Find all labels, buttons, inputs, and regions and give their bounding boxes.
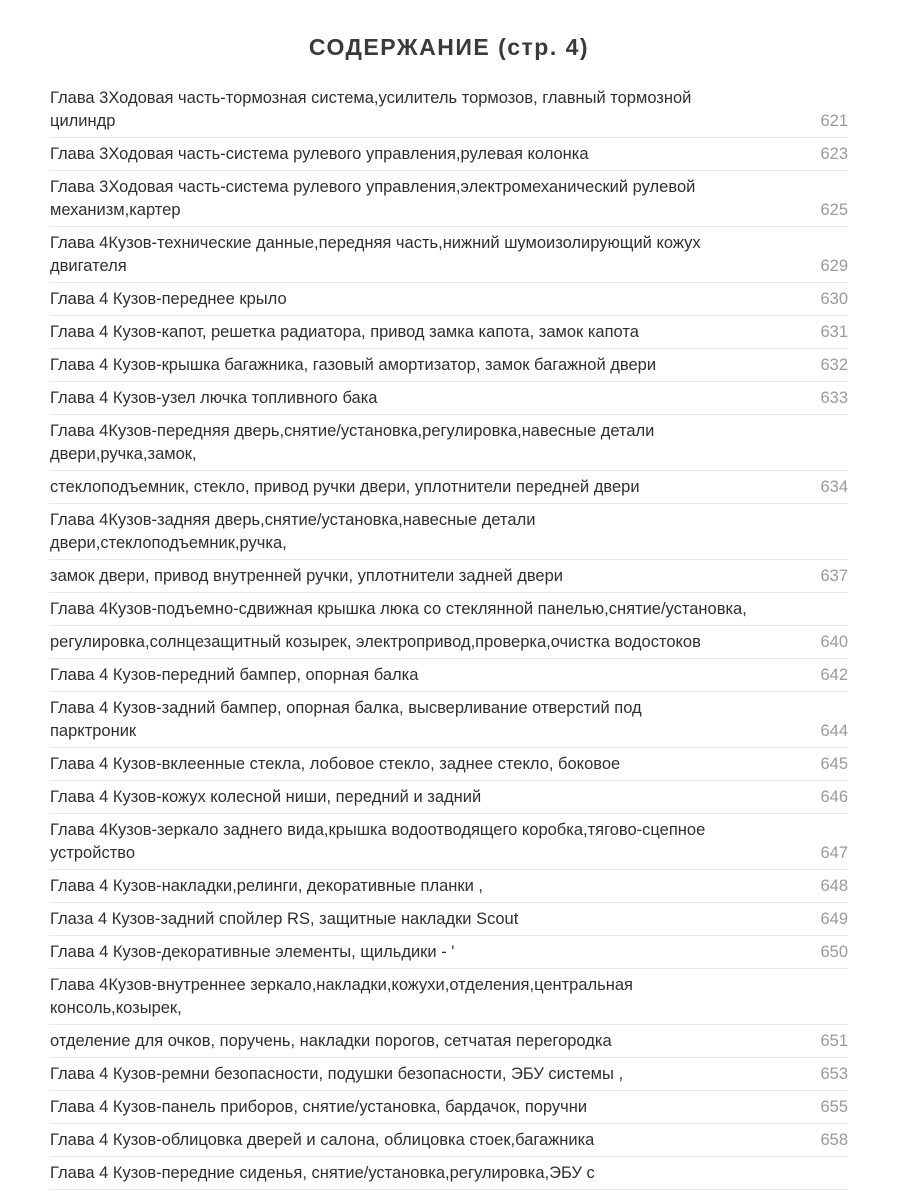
- entry-line: Глава 4Кузов-передняя дверь,снятие/установка,регулировка,навесные детали: [50, 422, 655, 440]
- toc-entry-row: [50, 1157, 848, 1190]
- entry-page-number: 655: [820, 1098, 848, 1116]
- entry-text: [50, 1096, 806, 1119]
- entry-line: Глава 4Кузов-технические данные,передняя часть,нижний шумоизолирующий кожух: [50, 234, 701, 252]
- toc-entry-row: [50, 415, 848, 471]
- entry-page-number: 631: [820, 323, 848, 341]
- entry-line: Глава 4 Кузов-накладки,релинги, декоративные планки ,: [50, 877, 484, 895]
- toc-entry-row: [50, 138, 848, 171]
- entry-line: отделение для очков, поручень, накладки порогов, сетчатая перегородка: [50, 1032, 612, 1050]
- entry-text: [50, 697, 806, 743]
- toc-entry-row: [50, 560, 848, 593]
- entry-line: Глава 3Ходовая часть-система рулевого управления,электромеханический рулевой: [50, 178, 696, 196]
- entry-line: двери,стеклоподъемник,ручка,: [50, 534, 287, 552]
- entry-page-number: 625: [820, 201, 848, 219]
- entry-text: [50, 143, 806, 166]
- page-title: СОДЕРЖАНИЕ (стр. 4): [308, 34, 590, 60]
- entry-line: Глаза 4 Кузов-задний спойлер RS, защитные накладки Scout: [50, 910, 519, 928]
- entry-text: [50, 476, 806, 499]
- toc-entry-row: [50, 283, 848, 316]
- entry-line: Глава 4Кузов-зеркало заднего вида,крышка водоотводящего коробка,тягово-сцепное: [50, 821, 706, 839]
- entry-text: [50, 598, 834, 621]
- toc-entry-row: [50, 748, 848, 781]
- toc-entry-row: [50, 936, 848, 969]
- entry-text: [50, 1063, 806, 1086]
- entry-page-number: 649: [820, 910, 848, 928]
- entry-line: Глава 4 Кузов-вклеенные стекла, лобовое стекло, заднее стекло, боковое: [50, 755, 621, 773]
- entry-page-number: 634: [820, 478, 848, 496]
- entry-line: Глава 4 Кузов-капот, решетка радиатора, привод замка капота, замок капота: [50, 323, 639, 341]
- toc-entry-row: [50, 349, 848, 382]
- toc-entry-row: [50, 593, 848, 626]
- entry-text: [50, 941, 806, 964]
- entry-text: [50, 354, 806, 377]
- toc-entry-row: [50, 814, 848, 870]
- entry-line: Глава 4 Кузов-декоративные элементы, щильдики - ': [50, 943, 455, 961]
- toc-entry-row: [50, 82, 848, 138]
- entry-text: [50, 875, 806, 898]
- toc-entry-row: [50, 1091, 848, 1124]
- toc-entry-row: [50, 227, 848, 283]
- entry-page-number: 648: [820, 877, 848, 895]
- entry-line: замок двери, привод внутренней ручки, уплотнители задней двери: [50, 567, 563, 585]
- entry-page-number: 651: [820, 1032, 848, 1050]
- entry-page-number: 658: [820, 1131, 848, 1149]
- entry-line: Глава 4Кузов-подъемно-сдвижная крышка люка со стеклянной панелью,снятие/установка,: [50, 600, 747, 618]
- entry-text: [50, 1162, 834, 1185]
- entry-line: Глава 4 Кузов-передний бампер, опорная балка: [50, 666, 419, 684]
- entry-text: [50, 321, 806, 344]
- entry-line: Глава 4 Кузов-ремни безопасности, подушки безопасности, ЭБУ системы ,: [50, 1065, 624, 1083]
- toc-entry-row: [50, 1025, 848, 1058]
- toc-entry-row: [50, 969, 848, 1025]
- entry-text: [50, 631, 806, 654]
- entry-line: регулировка,солнцезащитный козырек, электропривод,проверка,очистка водостоков: [50, 633, 701, 651]
- entry-line: Глава 3Ходовая часть-система рулевого управления,рулевая колонка: [50, 145, 589, 163]
- entry-line: Глава 4Кузов-внутреннее зеркало,накладки,кожухи,отделения,центральная: [50, 976, 633, 994]
- toc-entry-row: [50, 1124, 848, 1157]
- entry-page-number: 650: [820, 943, 848, 961]
- entry-text: [50, 1030, 806, 1053]
- toc-entry-row: [50, 471, 848, 504]
- entry-text: [50, 288, 806, 311]
- entry-page-number: 644: [820, 722, 848, 740]
- entry-line: механизм,картер: [50, 201, 181, 219]
- toc-entry-row: [50, 171, 848, 227]
- entry-page-number: 653: [820, 1065, 848, 1083]
- toc-entry-row: [50, 903, 848, 936]
- entry-page-number: 647: [820, 844, 848, 862]
- entry-text: [50, 509, 834, 555]
- entry-line: Глава 4 Кузов-кожух колесной ниши, передний и задний: [50, 788, 482, 806]
- entry-page-number: 623: [820, 145, 848, 163]
- entry-line: Глава 4 Кузов-узел лючка топливного бака: [50, 389, 378, 407]
- entry-text: [50, 908, 806, 931]
- entry-line: Глава 4Кузов-задняя дверь,снятие/установка,навесные детали: [50, 511, 536, 529]
- entry-line: парктроник: [50, 722, 137, 740]
- toc-entry-row: [50, 659, 848, 692]
- entry-line: стеклоподъемник, стекло, привод ручки двери, уплотнители передней двери: [50, 478, 640, 496]
- entry-page-number: 629: [820, 257, 848, 275]
- toc-entry-row: [50, 382, 848, 415]
- entry-text: [50, 819, 806, 865]
- entry-text: [50, 1129, 806, 1152]
- toc-list: [50, 82, 848, 1190]
- entry-line: Глава 4 Кузов-передние сиденья, снятие/установка,регулировка,ЭБУ с: [50, 1164, 595, 1182]
- entry-page-number: 642: [820, 666, 848, 684]
- entry-text: [50, 420, 834, 466]
- entry-text: [50, 565, 806, 588]
- entry-text: [50, 786, 806, 809]
- entry-line: двери,ручка,замок,: [50, 445, 197, 463]
- entry-line: Глава 4 Кузов-задний бампер, опорная балка, высверливание отверстий под: [50, 699, 642, 717]
- entry-page-number: 646: [820, 788, 848, 806]
- toc-entry-row: [50, 626, 848, 659]
- entry-text: [50, 87, 806, 133]
- toc-entry-row: [50, 504, 848, 560]
- toc-entry-row: [50, 316, 848, 349]
- toc-entry-row: [50, 692, 848, 748]
- entry-page-number: 637: [820, 567, 848, 585]
- entry-line: Глава 4 Кузов-облицовка дверей и салона, облицовка стоек,багажника: [50, 1131, 595, 1149]
- entry-page-number: 630: [820, 290, 848, 308]
- entry-page-number: 621: [820, 112, 848, 130]
- toc-entry-row: [50, 1058, 848, 1091]
- entry-line: устройство: [50, 844, 136, 862]
- entry-line: консоль,козырек,: [50, 999, 182, 1017]
- entry-text: [50, 664, 806, 687]
- entry-line: Глава 4 Кузов-переднее крыло: [50, 290, 287, 308]
- entry-text: [50, 232, 806, 278]
- entry-text: [50, 974, 834, 1020]
- entry-line: двигателя: [50, 257, 127, 275]
- entry-page-number: 645: [820, 755, 848, 773]
- entry-text: [50, 753, 806, 776]
- entry-page-number: 632: [820, 356, 848, 374]
- toc-entry-row: [50, 870, 848, 903]
- entry-page-number: 633: [820, 389, 848, 407]
- entry-text: [50, 387, 806, 410]
- toc-entry-row: [50, 781, 848, 814]
- entry-line: цилиндр: [50, 112, 116, 130]
- entry-text: [50, 176, 806, 222]
- entry-line: Глава 4 Кузов-крышка багажника, газовый амортизатор, замок багажной двери: [50, 356, 657, 374]
- entry-line: Глава 4 Кузов-панель приборов, снятие/установка, бардачок, поручни: [50, 1098, 588, 1116]
- entry-page-number: 640: [820, 633, 848, 651]
- entry-line: Глава 3Ходовая часть-тормозная система,усилитель тормозов, главный тормозной: [50, 89, 692, 107]
